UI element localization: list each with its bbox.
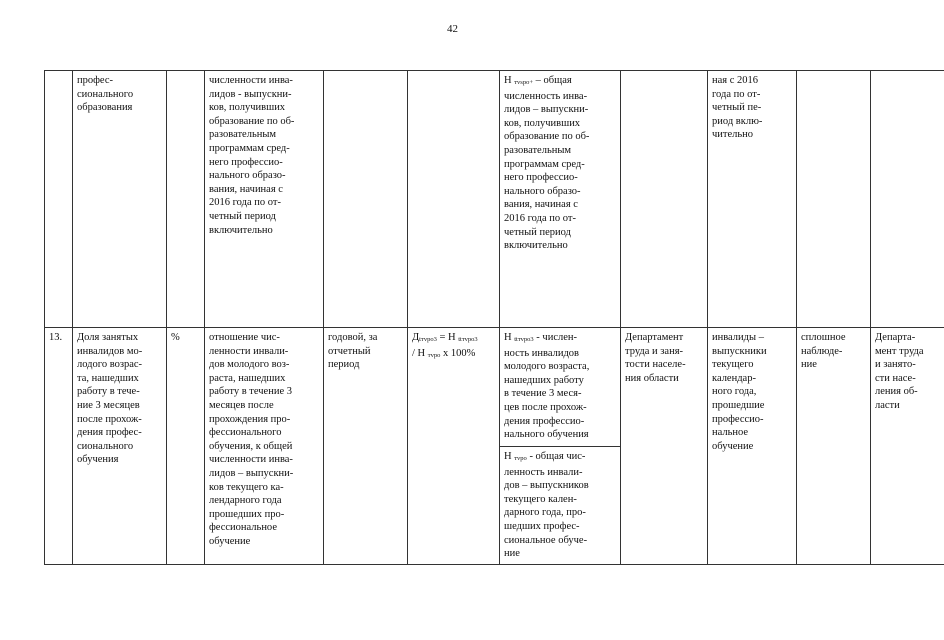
- text-line: сионального: [77, 88, 134, 100]
- text-line: численности инва-: [209, 454, 293, 466]
- text-line: прошедших про-: [209, 508, 285, 520]
- text-line: ние: [504, 548, 520, 560]
- table-row: [45, 71, 944, 328]
- text-line: после прохож-: [77, 413, 142, 425]
- text-line: дов молодого воз-: [209, 359, 290, 371]
- text-line: обучения: [77, 454, 119, 466]
- text-line: дарного года, про-: [504, 507, 586, 519]
- text-line: лодого возрас-: [77, 359, 143, 371]
- text-line: программам сред-: [209, 142, 290, 154]
- text-line: отношение чис-: [209, 332, 280, 343]
- text-line: работу в тече-: [77, 386, 140, 398]
- periodicity-cell: [324, 328, 408, 565]
- text-line: ние 3 месяцев: [77, 399, 140, 411]
- text-line: профес-: [77, 75, 114, 86]
- text-line: нальное: [712, 427, 749, 439]
- text-line: четный пе-: [712, 102, 762, 114]
- formula: $Д_{tтvpo3} = Н$ $_{ttтvpo3}$ / Н $_{тvpo}$ х 100%: [412, 332, 478, 359]
- text-line: лидов – выпускни-: [209, 467, 294, 479]
- text-line: Доля занятых: [77, 332, 139, 343]
- method-cell: [797, 328, 871, 565]
- page-number: 42: [447, 23, 458, 35]
- text-line: 2016 года по от-: [504, 212, 576, 224]
- text-line: молодого возраста,: [504, 361, 590, 373]
- text-line: профессио-: [712, 413, 764, 425]
- text-line: месяцев после: [209, 399, 274, 411]
- text-line: разовательным: [209, 129, 277, 141]
- text-line: сти насе-: [875, 372, 916, 384]
- text-line: вания, начиная с: [504, 199, 578, 211]
- text-line: ласти: [875, 399, 900, 411]
- definition-cell: [205, 71, 324, 328]
- text-line: инвалиды –: [712, 332, 764, 343]
- text-line: фессиональное: [209, 522, 277, 534]
- text-line: ная с 2016: [712, 75, 759, 86]
- text-line: текущего: [712, 359, 754, 371]
- text-line: наблюде-: [801, 345, 843, 357]
- text-line: обучение: [712, 440, 754, 452]
- text-line: ков текущего ка-: [209, 481, 284, 493]
- text-line: вания, начиная с: [209, 183, 283, 195]
- text-line: образование по об-: [209, 115, 295, 127]
- text-line: риод вклю-: [712, 115, 763, 127]
- text-line: ков, получивших: [504, 117, 581, 129]
- text-line: чительно: [712, 129, 754, 141]
- text-line: период: [328, 359, 360, 371]
- text-line: образования: [77, 102, 133, 114]
- text-line: ленность инвали-: [504, 466, 583, 478]
- text-line: сионального: [77, 440, 134, 452]
- indicator-name-cell: [73, 71, 167, 328]
- text-line: образование по об-: [504, 131, 590, 143]
- text-line: Департа-: [875, 332, 916, 343]
- formula-cell: [408, 328, 500, 565]
- text-line: – общая: [533, 75, 572, 86]
- text-line: мент труда: [875, 345, 924, 357]
- text-line: цев после прохож-: [504, 401, 587, 413]
- text-line: годовой, за: [328, 332, 378, 343]
- row-number-cell: 13.: [45, 328, 73, 565]
- text-line: отчетный: [328, 345, 371, 357]
- text-line: и занято-: [875, 359, 916, 371]
- text-line: него профессио-: [504, 172, 578, 184]
- text-line: прохождения про-: [209, 413, 291, 425]
- population-cell: [708, 71, 797, 328]
- text-line: него профессио-: [209, 156, 283, 168]
- text-line: дения профес-: [77, 427, 142, 439]
- base-indicator-cell: Н $_{тvspo+}$ – общая численность инва- лидов – выпускни- ков, получивших образование по об- разовательным программам сред- него профессио- нального образо- вания, начиная с 2016 года по от- четный период включительно: [500, 71, 621, 328]
- text-line: сиональное обуче-: [504, 534, 588, 546]
- text-line: Департамент: [625, 332, 684, 343]
- base-indicator-1-cell: Н $_{ttтvpo3}$ - числен- ность инвалидов молодого возраста, нашедших работу в течение 3 меся- цев после прохож- дения профессио- нального обучения: [500, 328, 621, 447]
- text-line: раста, нашедших: [209, 372, 286, 384]
- text-line: нального образо-: [504, 185, 581, 197]
- text-line: ления об-: [875, 386, 918, 398]
- text-line: - числен-: [533, 332, 577, 343]
- text-line: нашедших работу: [504, 374, 584, 386]
- text-line: четный период: [209, 210, 276, 222]
- text-line: ного года,: [712, 386, 757, 398]
- text-line: текущего кален-: [504, 493, 577, 505]
- text-line: прошедшие: [712, 399, 765, 411]
- text-line: обучения, к общей: [209, 440, 293, 452]
- text-line: численности инва-: [209, 75, 293, 86]
- text-line: программам сред-: [504, 158, 585, 170]
- text-line: та, нашедших: [77, 372, 139, 384]
- text-line: сплошное: [801, 332, 846, 343]
- text-line: тости населе-: [625, 359, 686, 371]
- table-row: [45, 328, 944, 447]
- text-line: нального обучения: [504, 429, 589, 441]
- indicators-table: [44, 70, 944, 565]
- text-line: дов – выпускников: [504, 480, 589, 492]
- text-line: работу в течение 3: [209, 386, 292, 398]
- text-line: инвалидов мо-: [77, 345, 143, 357]
- text-line: - общая чис-: [526, 451, 586, 462]
- text-line: 2016 года по от-: [209, 197, 281, 209]
- text-line: разовательным: [504, 144, 572, 156]
- text-line: нального образо-: [209, 170, 286, 182]
- text-line: ленности инвали-: [209, 345, 289, 357]
- indicator-name-cell: [73, 328, 167, 565]
- source-cell: [621, 328, 708, 565]
- text-line: выпускники: [712, 345, 767, 357]
- text-line: в течение 3 меся-: [504, 388, 582, 400]
- text-line: лендарного года: [209, 495, 282, 507]
- text-line: фессионального: [209, 427, 282, 439]
- population-cell: [708, 328, 797, 565]
- text-line: лидов – выпускни-: [504, 104, 589, 116]
- text-line: труда и заня-: [625, 345, 684, 357]
- definition-cell: [205, 328, 324, 565]
- text-line: ние: [801, 359, 817, 371]
- text-line: включительно: [504, 240, 568, 252]
- text-line: ков, получивших: [209, 102, 286, 114]
- unit-cell: %: [167, 328, 205, 565]
- text-line: численность инва-: [504, 90, 588, 102]
- text-line: ность инвалидов: [504, 347, 580, 359]
- text-line: лидов - выпускни-: [209, 88, 292, 100]
- text-line: ния области: [625, 372, 679, 384]
- text-line: включительно: [209, 224, 273, 236]
- responsible-cell: [871, 328, 944, 565]
- text-line: календар-: [712, 372, 756, 384]
- base-indicator-2-cell: Н $_{тvpo}$ - общая чис- ленность инвали- дов – выпускников текущего кален- дарного года, про- шедших профес- сиональное обуче- ние: [500, 447, 621, 565]
- text-line: шедших профес-: [504, 520, 580, 532]
- text-line: дения профессио-: [504, 415, 585, 427]
- text-line: обучение: [209, 535, 251, 547]
- text-line: четный период: [504, 226, 571, 238]
- text-line: года по от-: [712, 88, 761, 100]
